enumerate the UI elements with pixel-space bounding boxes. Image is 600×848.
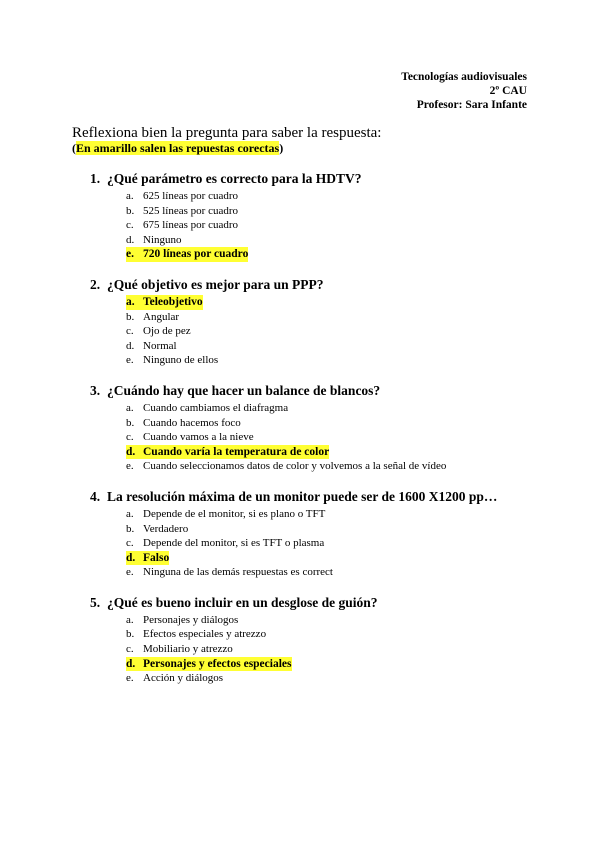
option-text: Ninguna de las demás respuestas es correct: [143, 566, 333, 579]
option-text: Ninguno de ellos: [143, 354, 219, 367]
option-letter: c.: [126, 325, 134, 338]
question-title: [90, 595, 530, 611]
question-text: ¿Qué objetivo es mejor para un PPP?: [107, 276, 324, 292]
option-text: Personajes y efectos especiales: [143, 657, 292, 670]
note-highlighted-text: En amarillo salen las repuestas corectas: [76, 141, 280, 155]
option-text: Verdadero: [143, 522, 189, 535]
option-letter: c.: [126, 219, 134, 232]
option-d: [126, 339, 530, 354]
answers-note: [72, 141, 283, 155]
option-letter: b.: [126, 522, 135, 535]
option-text: Falso: [143, 551, 170, 564]
option-text: Acción y diálogos: [143, 672, 224, 685]
option-letter: b.: [126, 628, 135, 641]
note-close-paren: ): [279, 141, 284, 155]
option-e: [126, 565, 530, 580]
question-number: 2.: [90, 276, 101, 292]
option-c: [126, 642, 530, 657]
option-list: [126, 401, 530, 474]
question-text: La resolución máxima de un monitor puede ser de 1600 X1200 pp…: [107, 488, 498, 504]
option-letter: c.: [126, 643, 134, 656]
option-letter: a.: [126, 507, 134, 520]
option-b: [126, 416, 530, 431]
option-text: Mobiliario y atrezzo: [143, 643, 233, 656]
option-letter: b.: [126, 204, 135, 217]
document-header: [401, 70, 527, 112]
option-letter: e.: [126, 248, 134, 261]
instruction-text: Reflexiona bien la pregunta para saber la respuesta:: [72, 125, 382, 141]
option-c: [126, 430, 530, 445]
option-text: Depende del monitor, si es TFT o plasma: [143, 537, 325, 550]
option-letter: d.: [126, 551, 136, 564]
option-letter: d.: [126, 339, 135, 352]
option-e: [126, 671, 530, 686]
question-text: ¿Cuándo hay que hacer un balance de blancos?: [107, 382, 381, 398]
option-letter: c.: [126, 431, 134, 444]
question-text: ¿Qué parámetro es correcto para la HDTV?: [107, 171, 362, 186]
option-text: Personajes y diálogos: [143, 613, 239, 626]
option-a: [126, 189, 530, 204]
option-letter: d.: [126, 233, 135, 246]
option-letter: a.: [126, 295, 135, 308]
option-a: [126, 613, 530, 628]
option-text: Depende de el monitor, si es plano o TFT: [143, 507, 326, 520]
option-a: [126, 507, 530, 522]
option-letter: a.: [126, 401, 134, 414]
option-letter: d.: [126, 657, 136, 670]
option-text: Cuando cambiamos el diafragma: [143, 401, 289, 414]
option-d-correct: [126, 551, 530, 566]
option-text: Ojo de pez: [143, 325, 191, 338]
question-5: [90, 595, 530, 686]
question-number: 3.: [90, 382, 101, 398]
question-3: [90, 383, 530, 474]
option-text: Ninguno: [143, 233, 182, 246]
option-letter: c.: [126, 537, 134, 550]
option-e-correct: [126, 247, 530, 262]
option-text: Cuando varía la temperatura de color: [143, 445, 330, 458]
option-letter: e.: [126, 672, 134, 685]
option-d-correct: [126, 445, 530, 460]
option-list: [126, 507, 530, 580]
subject-title: Tecnologías audiovisuales: [401, 71, 527, 83]
teacher-label: Profesor: Sara Infante: [416, 99, 527, 111]
question-number: 4.: [90, 488, 101, 504]
option-b: [126, 522, 530, 537]
question-number: 1.: [90, 171, 101, 186]
question-title: [90, 171, 530, 187]
question-1: [90, 171, 530, 262]
option-text: Cuando vamos a la nieve: [143, 431, 254, 444]
option-text: Angular: [143, 310, 180, 323]
option-list: [126, 189, 530, 262]
question-list: [90, 171, 530, 701]
option-b: [126, 310, 530, 325]
option-d: [126, 233, 530, 248]
option-text: 525 líneas por cuadro: [143, 204, 238, 217]
question-title: [90, 489, 530, 505]
option-letter: b.: [126, 310, 135, 323]
option-letter: a.: [126, 613, 134, 626]
option-c: [126, 536, 530, 551]
option-text: 625 líneas por cuadro: [143, 190, 238, 202]
option-d-correct: [126, 657, 530, 672]
option-letter: b.: [126, 416, 135, 429]
option-c: [126, 218, 530, 233]
question-number: 5.: [90, 594, 101, 610]
question-2: [90, 277, 530, 368]
option-list: [126, 295, 530, 368]
question-4: [90, 489, 530, 580]
option-e: [126, 459, 530, 474]
option-letter: e.: [126, 566, 134, 579]
note-open-paren: (: [72, 141, 76, 155]
option-letter: e.: [126, 460, 134, 473]
option-text: 675 líneas por cuadro: [143, 219, 238, 232]
question-title: [90, 383, 530, 399]
question-text: ¿Qué es bueno incluir en un desglose de guión?: [107, 594, 378, 610]
option-text: Cuando hacemos foco: [143, 416, 241, 429]
option-text: Teleobjetivo: [143, 295, 203, 308]
option-text: Efectos especiales y atrezzo: [143, 628, 267, 641]
course-label: 2º CAU: [489, 85, 527, 97]
question-title: [90, 277, 530, 293]
option-letter: e.: [126, 354, 134, 367]
option-b: [126, 627, 530, 642]
option-a: [126, 401, 530, 416]
option-text: Normal: [143, 339, 177, 352]
option-a-correct: [126, 295, 530, 310]
option-b: [126, 204, 530, 219]
option-letter: a.: [126, 190, 134, 202]
option-letter: d.: [126, 445, 136, 458]
option-e: [126, 353, 530, 368]
option-list: [126, 613, 530, 686]
option-text: Cuando seleccionamos datos de color y volvemos a la señal de vídeo: [143, 460, 447, 473]
option-c: [126, 324, 530, 339]
option-text: 720 líneas por cuadro: [143, 248, 249, 261]
